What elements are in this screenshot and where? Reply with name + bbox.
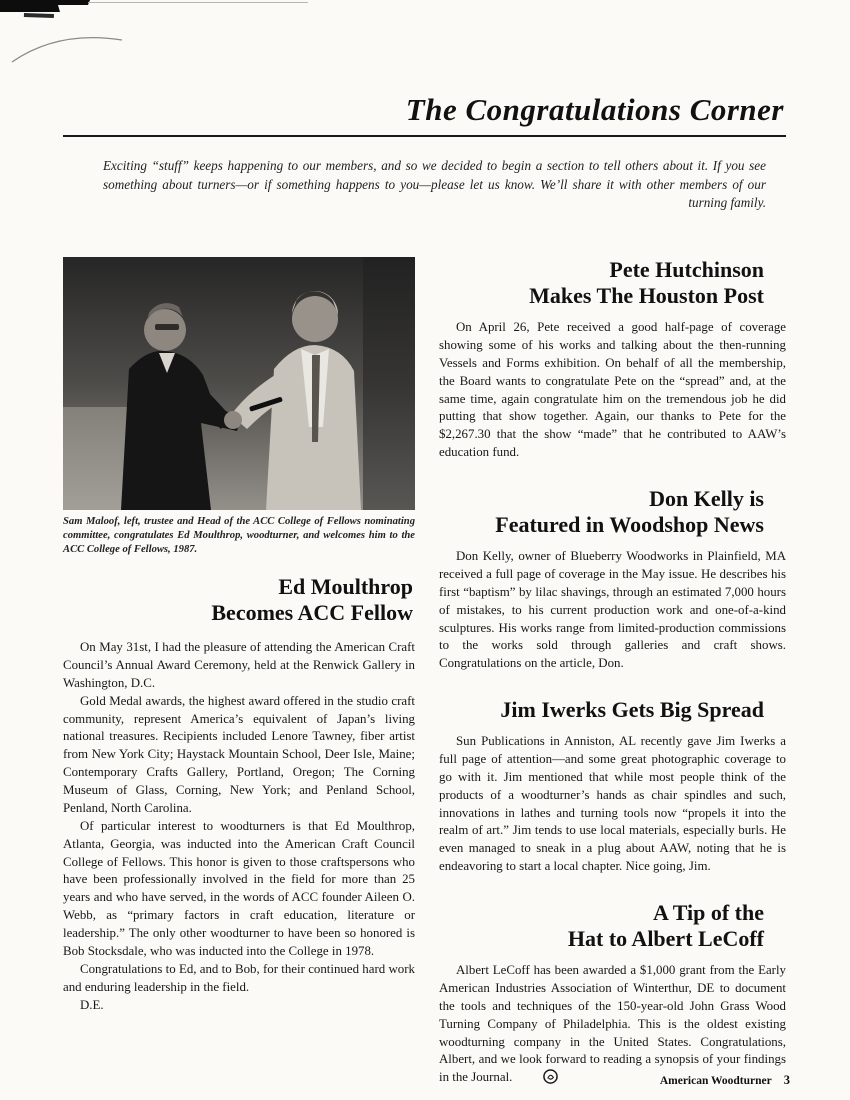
scan-edge-line (88, 2, 308, 3)
title-rule (63, 135, 786, 137)
heading-don-kelly (439, 486, 786, 538)
article-signoff: D.E. (80, 997, 104, 1012)
heading-line: Don Kelly is (649, 486, 764, 512)
heading-pete-hutchinson (439, 257, 786, 309)
photo-illustration (63, 257, 415, 510)
article-paragraph: On April 26, Pete received a good half-page of coverage showing some of his works and talking about the then-running Vessels and Forms exhibition. On behalf of all the membership, the Board wants to congratulate Pete on the “spread” and, at the same time, again congratulate him on the tremendous job he did putting that show together. Again, our thanks to Pete for the $2,267.30 that the show “made” that he contributed to AAW’s education fund. (439, 320, 786, 460)
heading-line: Hat to Albert LeCoff (567, 926, 764, 952)
heading-albert-lecoff (439, 900, 786, 952)
heading-line: Ed Moulthrop (278, 574, 413, 600)
heading-line: Featured in Woodshop News (495, 512, 764, 538)
page-footer (660, 1073, 790, 1088)
aaw-logo-icon (526, 1069, 541, 1084)
article-paragraph: Sun Publications in Anniston, AL recently gave Jim Iwerks a full page of attention—and some great photographic coverage to go with it. Jim mentioned that while most people think of the products of a woodturner’s hands as chair spindles and such, innovations in lathes and turning tools now “propels it into the realm of art.” Jim tends to use local materials, especially burls. He even managed to sneak in a plug about AAW, noting that he is endeavoring to start a local chapter. Nice going, Jim. (439, 734, 786, 874)
article-paragraph: On May 31st, I had the pleasure of attending the American Craft Council’s Annual Award Ceremony, held at the Renwick Gallery in Washington, D.C. (63, 640, 415, 690)
article-paragraph: Of particular interest to woodturners is that Ed Moulthrop, Atlanta, Georgia, was inducted into the American Craft Council College of Fellows. This honor is given to those craftspersons who have been professionally involved in the field for more than 25 years and who have served, in the words of ACC founder Aileen O. Webb, as “primary factors in craft education, literature or leadership.” The only other woodturner to have been so honored is Bob Stocksdale, who was inducted into the College in 1978. (63, 818, 415, 958)
heading-line: Becomes ACC Fellow (211, 600, 413, 626)
page-number: 3 (783, 1073, 790, 1087)
heading-line: Makes The Houston Post (529, 283, 764, 309)
article-paragraph (439, 962, 786, 1087)
page-content (63, 92, 786, 1087)
article-paragraph: Congratulations to Ed, and to Bob, for their continued hard work and enduring leadership in the field. (63, 961, 415, 994)
page-title: The Congratulations Corner (405, 92, 784, 127)
two-column-layout (63, 257, 786, 1087)
heading-line: Pete Hutchinson (609, 257, 764, 283)
left-column (63, 257, 415, 1087)
scan-artifact-marks (0, 0, 340, 80)
article-paragraph: Don Kelly, owner of Blueberry Woodworks in Plainfield, MA received a full page of coverage in the May issue. He describes his first “baptism” by lilac shavings, through an estimated 7,000 hours of mistakes, to his current production work and one-of-a-kind sculptures. His works range from limited-production commissions to the works sold through galleries and craft shows. Congratulations on the article, Don. (439, 549, 786, 671)
photo-caption: Sam Maloof, left, trustee and Head of the ACC College of Fellows nominating committee, congratulates Ed Moulthrop, woodturner, and welcomes him to the ACC College of Fellows, 1987. (63, 516, 415, 556)
journal-name: American Woodturner (659, 1075, 772, 1087)
heading-line: A Tip of the (652, 900, 764, 926)
right-column (439, 257, 786, 1087)
heading-line: Jim Iwerks Gets Big Spread (500, 697, 764, 723)
heading-jim-iwerks (439, 697, 786, 723)
article-paragraph: Gold Medal awards, the highest award offered in the studio craft community, represent America’s equivalent of Japan’s living national treasures. Recipients included Lenore Tawney, fiber artist from New York City; Haystack Mountain School, Deer Isle, Maine; Contemporary Crafts Gallery, Portland, Oregon; The Corning Museum of Glass, Corning, New York; and Penland School, Penland, North Carolina. (63, 693, 415, 815)
article-paragraph-text: Albert LeCoff has been awarded a $1,000 grant from the Early American Industries Association of Winterthur, DE to document the tools and techniques of the 150-year-old John Grass Wood Turning Company of Philadelphia. This is the oldest existing woodturning company in the United States. Congratulations, Albert, and we look forward to reading a synopsis of your findings in the Journal. (439, 963, 786, 1085)
heading-ed-moulthrop (63, 574, 415, 626)
intro-blurb: Exciting “stuff” keeps happening to our members, and so we decided to begin a section to tell others about it. If you see something about turners—or if something happens to you—please let us know. We’ll share it with other members of our turning family. (103, 158, 766, 211)
award-ceremony-photo (63, 257, 415, 510)
